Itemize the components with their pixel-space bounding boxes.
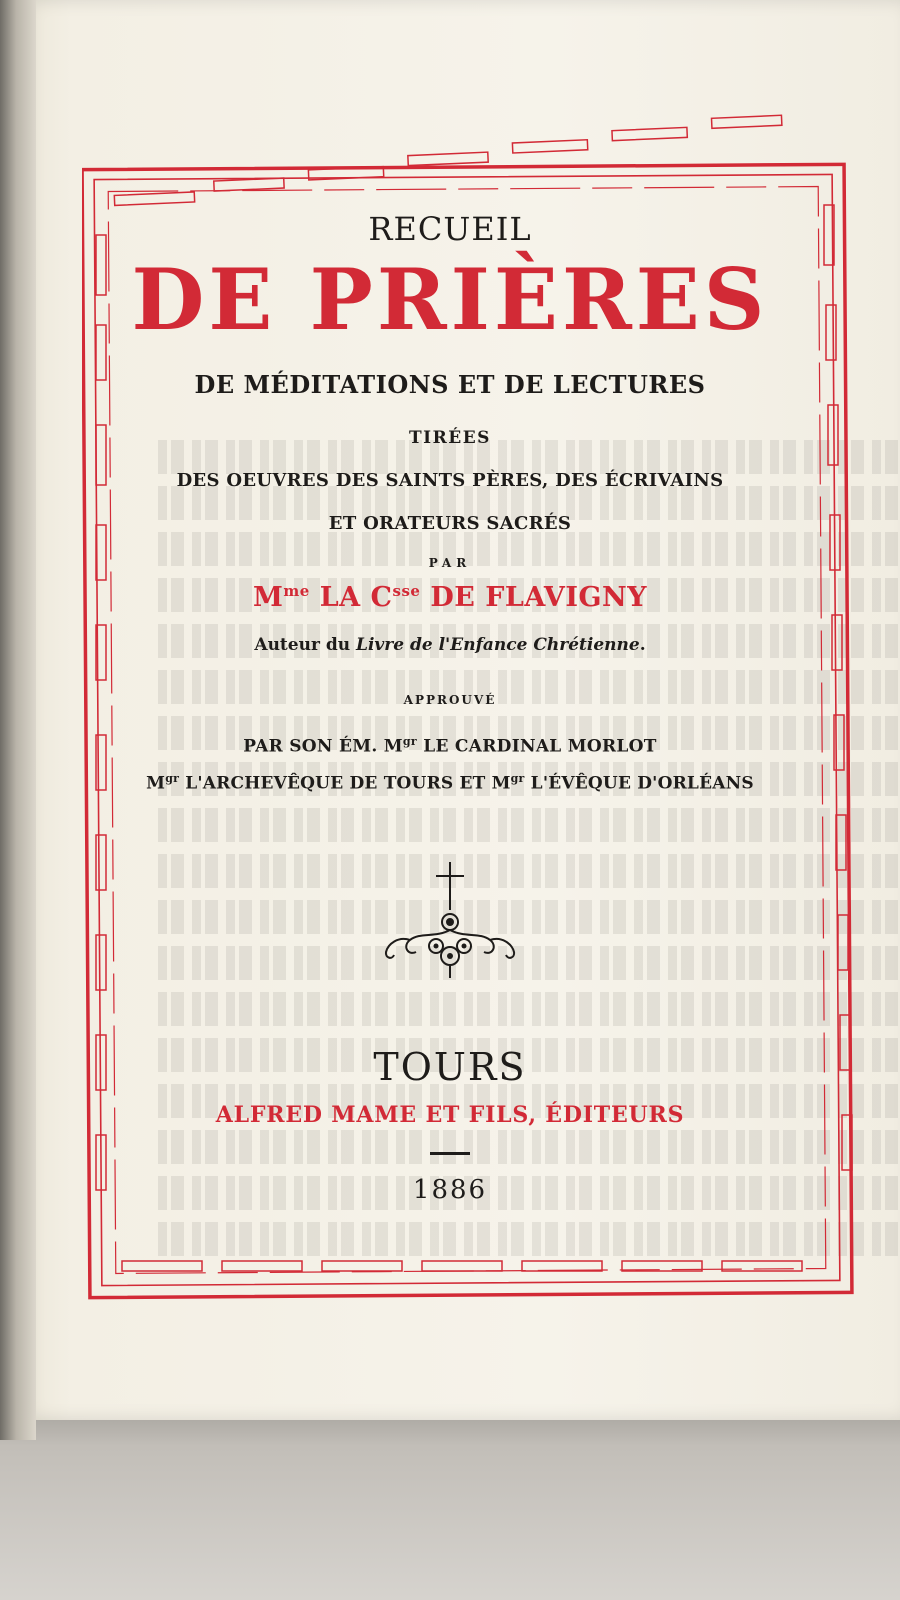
author-note: Auteur du Livre de l'Enfance Chrétienne. — [254, 635, 646, 655]
city: TOURS — [373, 1045, 527, 1089]
sources-line-2: ET ORATEURS SACRÉS — [328, 513, 572, 534]
title-recueil: RECUEIL — [368, 210, 532, 248]
sources-line-1: DES OEUVRES DES SAINTS PÈRES, DES ÉCRIVAINS — [176, 470, 724, 491]
separator-rule — [430, 1152, 470, 1155]
publisher: ALFRED MAME ET FILS, ÉDITEURS — [215, 1102, 685, 1128]
approval-line-2: $M^{gr}$ L'ARCHEVÊQUE DE TOURS ET $M^{gr}$ L'ÉVÊQUE D'ORLÉANS — [146, 772, 754, 794]
approval-line-1: PAR SON ÉM. $M^{gr}$ LE CARDINAL MORLOT — [243, 735, 657, 757]
par-label: PAR — [428, 556, 472, 570]
approuve-label: APPROUVÉ — [403, 693, 497, 707]
subtitle: DE MÉDITATIONS ET DE LECTURES — [194, 370, 706, 399]
book-spine — [0, 0, 36, 1440]
author-name: $M^{me}$ LA $C^{sse}$ DE FLAVIGNY — [252, 582, 647, 613]
book-cover-edge — [0, 1395, 900, 1600]
tirees-label: TIRÉES — [409, 428, 491, 448]
year: 1886 — [412, 1175, 488, 1205]
main-title: DE PRIÈRES — [131, 250, 769, 349]
cross-ornament-icon — [380, 860, 520, 990]
